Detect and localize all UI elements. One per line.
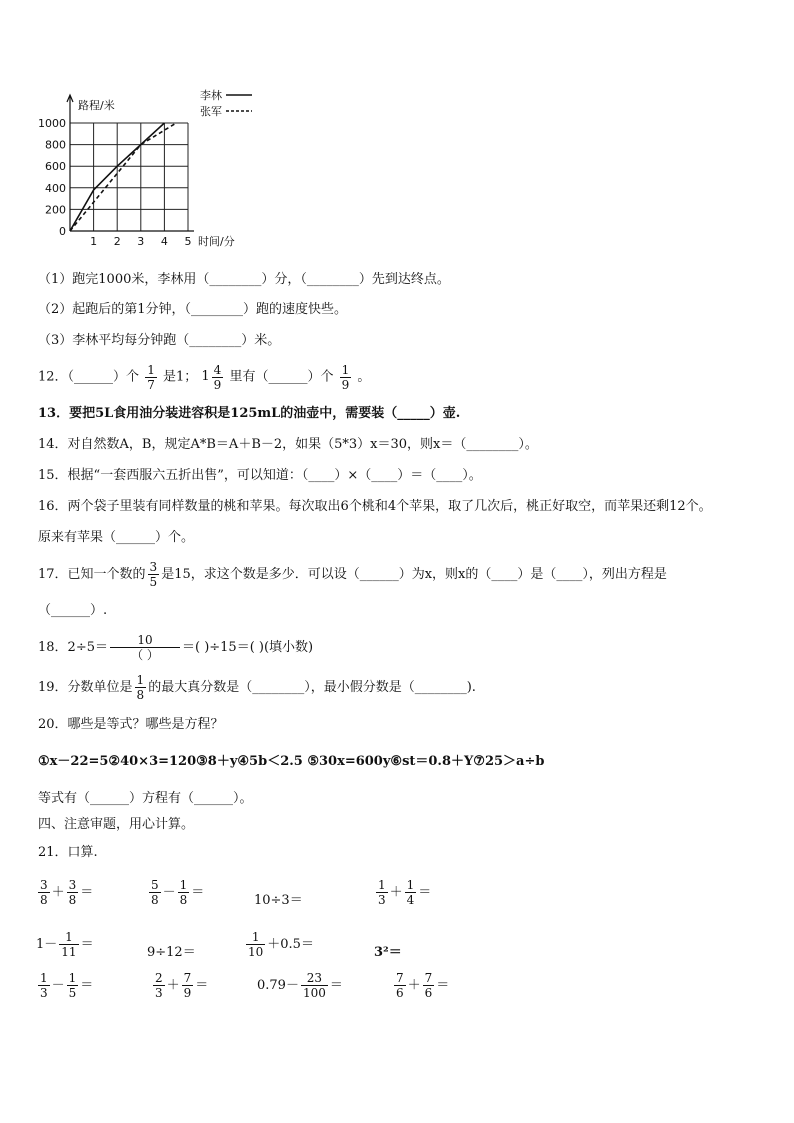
frac-num: 10: [110, 634, 180, 648]
question-12: [38, 360, 370, 395]
calc-5: [36, 931, 94, 958]
q12-text-a: 12．（______）个: [38, 369, 140, 385]
x-axis-label: 时间/分: [198, 235, 235, 248]
question-16-line2: 原来有苹果（______）个。: [38, 530, 195, 545]
frac-num: 1: [68, 971, 77, 985]
question-17: [38, 558, 667, 592]
frac-den: 9: [213, 377, 222, 392]
y-tick-label: 600: [45, 160, 66, 174]
x-tick-label: 2: [113, 235, 121, 248]
x-tick-label: 5: [184, 235, 192, 248]
y-tick-label: 800: [45, 138, 66, 152]
q12-text-d: 。: [357, 369, 371, 385]
frac-den: 7: [147, 377, 155, 392]
chart-svg: [30, 86, 260, 256]
equals: ＝: [436, 978, 450, 993]
calc-2: [147, 879, 204, 906]
x-tick-label: 4: [160, 235, 168, 248]
equals: ＝: [80, 978, 94, 993]
fraction-1-7: [145, 364, 157, 391]
y-tick-label: 1000: [38, 117, 66, 130]
y-tick-label: 200: [45, 203, 66, 217]
question-15: 15．根据“一套西服六五折出售”，可以知道：（____）×（____）＝（____）。: [38, 468, 482, 483]
prefix: 1－: [36, 937, 58, 952]
frac-den: 6: [424, 986, 433, 1000]
calc-12: [392, 972, 449, 999]
q18-text-b: ＝( )÷15＝( )(填小数): [181, 640, 314, 655]
frac-num: 5: [151, 878, 159, 892]
mixed-whole: 1: [201, 369, 210, 384]
frac-den: 3: [155, 986, 163, 1000]
frac-num: 1: [136, 673, 145, 687]
frac-den: 4: [406, 893, 415, 907]
x-tick-label: 1: [90, 235, 98, 248]
frac-den: （ ）: [131, 648, 159, 662]
frac-num: 2: [155, 971, 163, 985]
q18-text-a: 18．2÷5＝: [38, 640, 108, 655]
fraction-10-blank: [110, 634, 180, 661]
equals: ＝: [329, 978, 343, 993]
q19-text-a: 19．分数单位是: [38, 680, 133, 695]
frac-num: 1: [406, 878, 415, 892]
question-21: 21．口算.: [38, 845, 98, 860]
frac-num: 1: [147, 362, 155, 377]
frac-den: 8: [179, 893, 188, 907]
equals: ＝: [195, 978, 209, 993]
question-20-answer: 等式有（______）方程有（______）。: [38, 791, 253, 806]
calc-3: 10÷3＝: [254, 893, 303, 908]
question-13: 13．要把5L食用油分装进容积是125mL的油壶中，需要装（_____）壶.: [38, 406, 461, 421]
calc-4: [374, 879, 431, 906]
frac-den: 10: [248, 945, 264, 959]
equals: ＝: [80, 885, 94, 900]
q12-text-c: 里有（______）个: [229, 369, 334, 385]
q17-text-a: 17．已知一个数的: [38, 567, 146, 582]
x-tick-label: 3: [137, 235, 145, 248]
frac-num: 1: [179, 878, 188, 892]
frac-den: 9: [183, 986, 192, 1000]
frac-den: 6: [396, 986, 404, 1000]
q17-text-b: 是15，求这个数是多少．可以设（______）为x，则x的（____）是（____），列出方程是: [161, 567, 667, 582]
calc-10: [151, 972, 208, 999]
question-18: [38, 630, 313, 666]
distance-time-chart: [30, 86, 260, 256]
frac-den: 100: [302, 986, 326, 1000]
y-tick-label: 0: [59, 225, 66, 238]
frac-den: 8: [40, 893, 48, 907]
frac-den: 9: [341, 377, 350, 392]
fraction-4-9: [212, 364, 224, 391]
frac-num: 1: [378, 878, 386, 892]
operator: ＋: [51, 885, 65, 900]
frac-num: 1: [246, 931, 265, 945]
frac-num: 1: [341, 362, 350, 377]
frac-num: 7: [396, 971, 404, 985]
q11-part1: （1）跑完1000米，李林用（________）分，（________）先到达终点。: [38, 272, 450, 287]
frac-den: 5: [149, 575, 158, 589]
operator: ＋: [407, 978, 421, 993]
operator: －: [162, 885, 176, 900]
question-14: 14．对自然数A，B，规定A*B＝A＋B－2，如果（5*3）x＝30，则x＝（________）。: [38, 437, 538, 452]
question-20-expressions: ①x－22=5②40×3=120③8＋y④5b＜2.5 ⑤30x=600y⑥st＝0.8＋Y⑦25＞a÷b: [38, 754, 545, 769]
frac-den: 5: [68, 986, 77, 1000]
fraction-3-5: [148, 561, 160, 588]
calc-11: [257, 972, 343, 999]
q11-part2: （2）起跑后的第1分钟，（________）跑的速度快些。: [38, 302, 348, 317]
frac-num: 1: [40, 971, 48, 985]
equals: ＝: [418, 885, 432, 900]
frac-den: 11: [61, 945, 77, 959]
operator: ＋: [166, 978, 180, 993]
calc-8: 3²＝: [374, 945, 402, 960]
question-20-line1: 20．哪些是等式？哪些是方程？: [38, 717, 224, 732]
frac-den: 8: [68, 893, 77, 907]
frac-num: 3: [68, 878, 77, 892]
question-19: [38, 671, 476, 705]
equals: ＝: [80, 937, 94, 952]
frac-den: 3: [40, 986, 48, 1000]
frac-num: 1: [59, 931, 78, 945]
question-16-line1: 16．两个袋子里装有同样数量的桃和苹果。每次取出6个桃和4个苹果，取了几次后，桃正好取空，而苹果还剩12个。: [38, 499, 712, 514]
legend-label: 张军: [200, 105, 222, 118]
y-tick-label: 400: [45, 181, 66, 195]
fraction-1-9: [340, 364, 352, 391]
calc-6: 9÷12＝: [147, 945, 196, 960]
frac-den: 8: [151, 893, 159, 907]
question-17-line2: （______）.: [38, 603, 108, 618]
fraction-1-8: [135, 674, 147, 701]
suffix: ＋0.5＝: [267, 937, 314, 952]
calc-9: [36, 972, 93, 999]
legend-label: 李林: [200, 89, 222, 102]
q12-text-b: 是1；: [162, 369, 198, 385]
frac-num: 23: [301, 972, 328, 986]
prefix: 0.79－: [257, 978, 299, 993]
frac-num: 3: [149, 560, 158, 574]
q19-text-b: 的最大真分数是（________），最小假分数是（________).: [148, 680, 476, 695]
frac-num: 7: [424, 971, 433, 985]
section-4-heading: 四、注意审题，用心计算。: [38, 817, 195, 832]
series-line-zhang-jun: [70, 123, 176, 231]
frac-num: 3: [40, 878, 48, 892]
frac-num: 7: [183, 971, 192, 985]
operator: ＋: [389, 885, 403, 900]
frac-den: 3: [378, 893, 386, 907]
frac-den: 8: [136, 688, 145, 702]
operator: －: [51, 978, 65, 993]
equals: ＝: [191, 885, 205, 900]
calc-7: [244, 931, 314, 958]
frac-num: 4: [213, 362, 222, 377]
y-axis-label: 路程/米: [78, 99, 115, 112]
calc-1: [36, 879, 93, 906]
q11-part3: （3）李林平均每分钟跑（________）米。: [38, 333, 281, 348]
